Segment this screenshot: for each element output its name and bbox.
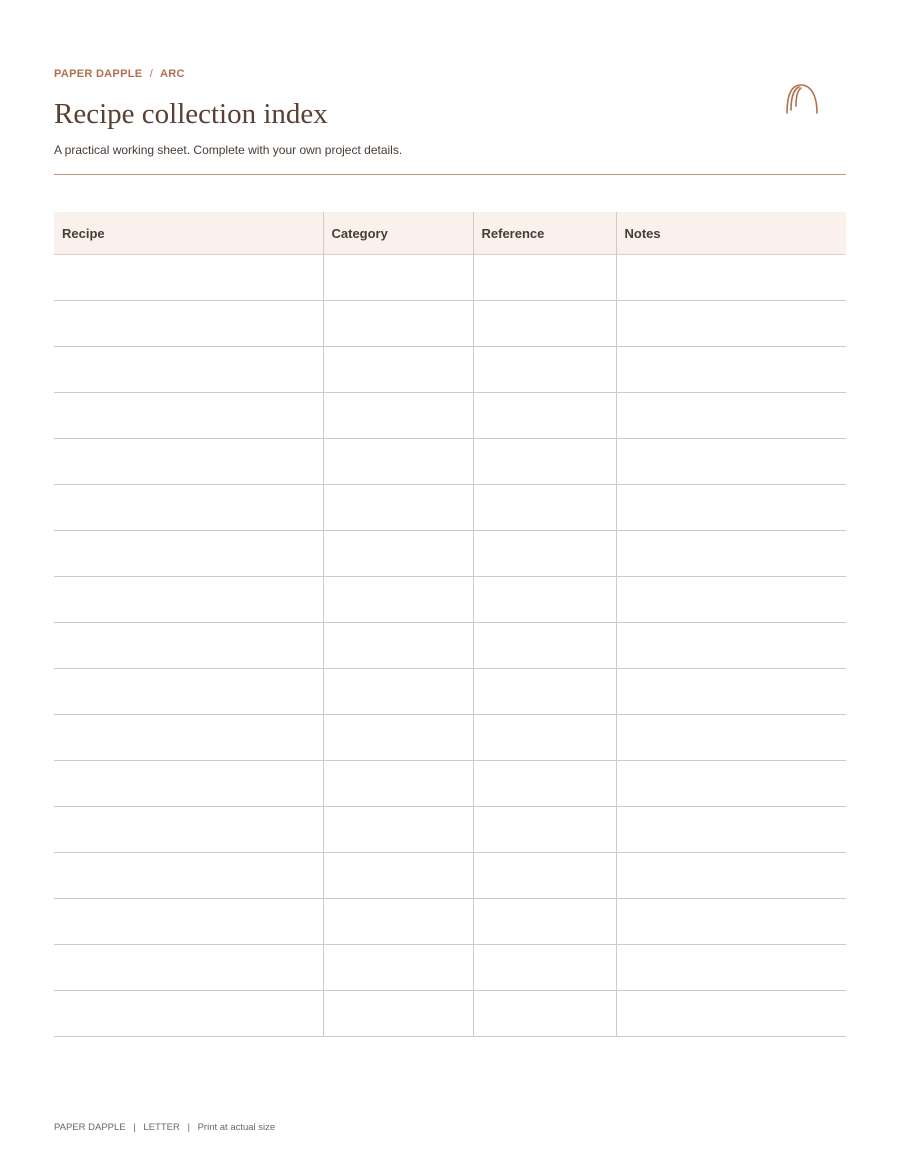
table-cell-notes <box>616 623 846 669</box>
table-cell-notes <box>616 439 846 485</box>
table-cell-category <box>323 715 473 761</box>
table-row <box>54 761 846 807</box>
table-cell-reference <box>473 255 616 301</box>
table-cell-reference <box>473 715 616 761</box>
table-cell-reference <box>473 577 616 623</box>
column-header-recipe: Recipe <box>54 212 323 255</box>
table-body <box>54 255 846 1037</box>
table-cell-category <box>323 347 473 393</box>
page-footer <box>54 1122 275 1133</box>
table-cell-recipe <box>54 485 323 531</box>
breadcrumb-separator: / <box>149 68 154 80</box>
table-cell-reference <box>473 945 616 991</box>
column-header-notes: Notes <box>616 212 846 255</box>
table-cell-category <box>323 301 473 347</box>
table-cell-recipe <box>54 577 323 623</box>
column-header-reference: Reference <box>473 212 616 255</box>
header-divider <box>54 174 846 175</box>
table-cell-category <box>323 669 473 715</box>
table-cell-recipe <box>54 393 323 439</box>
table-cell-notes <box>616 485 846 531</box>
table-row <box>54 899 846 945</box>
table-cell-notes <box>616 853 846 899</box>
table-cell-recipe <box>54 945 323 991</box>
table-cell-reference <box>473 807 616 853</box>
table-cell-recipe <box>54 807 323 853</box>
table-row <box>54 439 846 485</box>
table-cell-notes <box>616 255 846 301</box>
table-cell-recipe <box>54 623 323 669</box>
table-row <box>54 393 846 439</box>
column-header-category: Category <box>323 212 473 255</box>
footer-separator: | <box>187 1122 190 1133</box>
table-row <box>54 255 846 301</box>
recipe-index-table <box>54 212 846 1037</box>
table-row <box>54 991 846 1037</box>
table-cell-reference <box>473 439 616 485</box>
table-cell-category <box>323 577 473 623</box>
table-cell-category <box>323 807 473 853</box>
table-cell-notes <box>616 807 846 853</box>
table-cell-reference <box>473 393 616 439</box>
table-cell-category <box>323 531 473 577</box>
footer-separator: | <box>133 1122 136 1133</box>
table-row <box>54 577 846 623</box>
table-cell-recipe <box>54 669 323 715</box>
table-header-row <box>54 212 846 255</box>
table-cell-reference <box>473 623 616 669</box>
brand-breadcrumb <box>54 68 185 80</box>
table-row <box>54 347 846 393</box>
brand-name: PAPER DAPPLE <box>54 68 143 80</box>
table-cell-reference <box>473 853 616 899</box>
table-cell-category <box>323 623 473 669</box>
table-row <box>54 485 846 531</box>
footer-instruction: Print at actual size <box>197 1122 276 1133</box>
table-cell-recipe <box>54 255 323 301</box>
table-row <box>54 623 846 669</box>
table-cell-notes <box>616 761 846 807</box>
table-cell-category <box>323 255 473 301</box>
table-cell-notes <box>616 531 846 577</box>
table-cell-recipe <box>54 853 323 899</box>
table-cell-notes <box>616 991 846 1037</box>
table-row <box>54 715 846 761</box>
table-cell-notes <box>616 347 846 393</box>
collection-name: ARC <box>160 68 185 80</box>
table-cell-notes <box>616 945 846 991</box>
table-cell-reference <box>473 669 616 715</box>
table-cell-recipe <box>54 347 323 393</box>
table-row <box>54 945 846 991</box>
table-cell-reference <box>473 761 616 807</box>
arc-icon <box>784 80 820 116</box>
table-cell-category <box>323 991 473 1037</box>
table-row <box>54 669 846 715</box>
table-cell-recipe <box>54 899 323 945</box>
table-row <box>54 807 846 853</box>
table-cell-notes <box>616 301 846 347</box>
table-cell-reference <box>473 991 616 1037</box>
table-cell-notes <box>616 577 846 623</box>
table-row <box>54 301 846 347</box>
table-cell-recipe <box>54 761 323 807</box>
table-cell-reference <box>473 531 616 577</box>
table-cell-category <box>323 485 473 531</box>
table-cell-category <box>323 761 473 807</box>
footer-paper-size: LETTER <box>143 1122 180 1133</box>
table-cell-recipe <box>54 991 323 1037</box>
table-cell-reference <box>473 301 616 347</box>
table-cell-recipe <box>54 301 323 347</box>
footer-brand: PAPER DAPPLE <box>54 1122 126 1133</box>
table-cell-notes <box>616 669 846 715</box>
table-cell-category <box>323 853 473 899</box>
table-cell-notes <box>616 393 846 439</box>
table-cell-reference <box>473 485 616 531</box>
page-subtitle: A practical working sheet. Complete with your own project details. <box>54 143 403 157</box>
table-cell-category <box>323 945 473 991</box>
table-cell-category <box>323 899 473 945</box>
table-cell-reference <box>473 347 616 393</box>
table-cell-notes <box>616 899 846 945</box>
table-cell-reference <box>473 899 616 945</box>
table-cell-notes <box>616 715 846 761</box>
table-cell-recipe <box>54 531 323 577</box>
table-cell-recipe <box>54 439 323 485</box>
table-row <box>54 531 846 577</box>
table-cell-category <box>323 393 473 439</box>
page-title: Recipe collection index <box>54 98 328 130</box>
table-row <box>54 853 846 899</box>
table-cell-recipe <box>54 715 323 761</box>
table-cell-category <box>323 439 473 485</box>
